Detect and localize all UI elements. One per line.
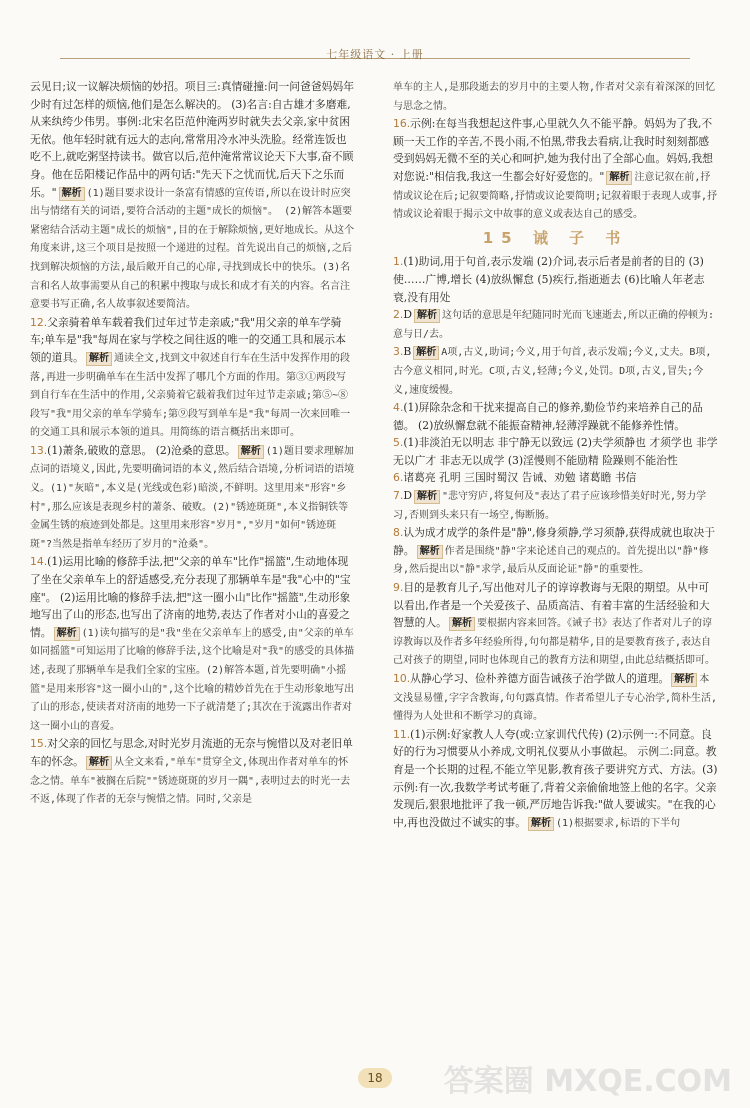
answer-item [393, 670, 718, 726]
analysis-tag: 解析 [417, 545, 443, 559]
section-title: 15 诫 子 书 [482, 228, 629, 247]
question-number: 6. [393, 471, 404, 485]
answer-text: 认为成才成学的条件是"静",修身须静,学习须静,获得成就也取决于静。 [393, 526, 716, 557]
answer-item [393, 115, 718, 224]
answer-text: (1)运用比喻的修辞手法,把"父亲的单车"比作"摇篮",生动地体现了坐在父亲单车上的舒适感受,充分表现了那辆单车是"我"心中的"宝座"。 (2)运用比喻的修辞手法,把"这一圈小山"比作"摇篮",生动形象地写出了山的形态,也写出了济南的地势,表达了作者对小山的喜爱之情。 [30, 555, 351, 639]
answer-item [393, 434, 718, 469]
answer-item [393, 78, 718, 115]
answer-item [393, 306, 718, 343]
page-number: 18 [358, 1068, 392, 1088]
analysis-tag: 解析 [413, 346, 439, 360]
answer-item [30, 553, 355, 735]
answer-text: D [403, 308, 412, 322]
answer-item [393, 579, 718, 670]
analysis-tag: 解析 [414, 309, 440, 323]
answer-text: (1)萧条,破败的意思。 (2)沧桑的意思。 [47, 443, 236, 457]
question-number: 15. [30, 737, 48, 751]
analysis-text: 单车的主人,是那段逝去的岁月中的主要人物,作者对父亲有着深深的回忆与思念之情。 [393, 82, 716, 112]
analysis-text: 本文浅显易懂,字字含教诲,句句露真情。作者希望儿子专心治学,简朴生活,懂得为人处世和不断学习的真谛。 [393, 674, 718, 723]
analysis-text: 通读全文,找到文中叙述自行车在生活中发挥作用的段落,再进一步明确单车在生活中发挥了哪几个方面的作用。第③①两段写到自行车在生活中的作用,父亲骑着它载着我们过年过节走亲戚;第⑤~⑧段写"我"用父亲的单车学骑车;第⑨段写到单车是"我"每周一次来回唯一的交通工具和展示本领的道具。用简练的语言概括出来即可。 [30, 352, 351, 439]
answer-item [393, 726, 718, 833]
answer-item [393, 487, 718, 524]
question-number: 16. [393, 117, 411, 131]
analysis-tag: 解析 [54, 627, 80, 641]
analysis-text: 注意记叙在前,抒情或议论在后;记叙要简略,抒情或议论要简明;记叙着眼于表现人或事,抒情或议论着眼于揭示文中故事的意义或表达自己的感受。 [393, 171, 718, 221]
answer-text: 目的是教育儿子,写出他对儿子的谆谆教诲与无限的期望。从中可以看出,作者是一个关爱孩子、品质高洁、有着丰富的生活经验和大智慧的人。 [393, 581, 710, 630]
question-number: 3. [393, 345, 404, 359]
answer-text: (1)示例:好家教人人夸(或:立家训代代传) (2)示例一:不同意。良好的行为习惯要从小养成,文明礼仪要从小事做起。 示例二:同意。教育是一个长期的过程,不能立竿见影,教育孩子要讲究方式、方法。(3)示例:有一次,我数学考试考砸了,背着父亲偷偷地签上他的名字。父亲发现后,狠狠地批评了我一顿,严厉地告诉我:"做人要诚实。"在我的心中,再也没做过不诚实的事。 [393, 727, 718, 829]
analysis-tag: 解析 [86, 756, 112, 770]
answer-text: 云见日;议一议解决烦恼的妙招。项目三:真情碰撞:问一问爸爸妈妈年少时有过怎样的烦恼,他们是怎么解决的。 (3)名言:自古雄才多磨难,从来纨绔少伟男。事例:北宋名臣范仲淹两岁时就失去父亲,家中贫困无依。他年轻时就有远大的志向,常常用冷水冲头洗脸。经常连饭也吃不上,就吃粥坚持读书。做官以后,范仲淹常常议论天下大事,奋不顾身。他在岳阳楼记作品中的两句话:"先天下之忧而忧,后天下之乐而乐。" [30, 80, 355, 199]
answer-text: (1)非淡泊无以明志 非宁静无以致远 (2)夫学须静也 才须学也 非学无以广才 非志无以成学 (3)淫慢则不能励精 险躁则不能治性 [393, 436, 718, 467]
answer-item [30, 78, 355, 314]
answer-text: D [403, 489, 412, 503]
answer-text: 父亲骑着单车载着我们过年过节走亲戚;"我"用父亲的单车学骑车;单车是"我"每周在家与学校之间往返的唯一的交通工具和展示本领的道具。 [30, 315, 346, 364]
analysis-tag: 解析 [528, 817, 554, 831]
answer-item [393, 399, 718, 434]
answer-item [30, 314, 355, 442]
question-number: 8. [393, 526, 404, 540]
question-number: 11. [393, 727, 411, 741]
question-number: 1. [393, 255, 404, 269]
answer-text: (1)助词,用于句首,表示发端 (2)介词,表示后者是前者的目的 (3)使……广博,增长 (4)放纵懈怠 (5)疾行,指逝逝去 (6)比喻人年老志衰,没有用处 [393, 255, 705, 304]
analysis-tag: 解析 [449, 617, 475, 631]
answer-text: 对父亲的回忆与思念,对时光岁月流逝的无奈与惋惜以及对老旧单车的怀念。 [30, 737, 353, 768]
question-number: 7. [393, 489, 404, 503]
answer-item [30, 442, 355, 554]
question-number: 2. [393, 308, 404, 322]
question-number: 5. [393, 436, 404, 450]
answer-item [393, 343, 718, 399]
analysis-text: (1)根据要求,标语的下半句 [556, 817, 681, 829]
analysis-text: 要根据内容来回答。《诫子书》表达了作者对儿子的谆谆教诲以及作者多年经验所得,句句都是精华,目的是要教育孩子,表达自己对孩子的期望,同时也体现自己的教育方法和期望,由此总结概括即可。 [393, 618, 716, 667]
analysis-text: "悲守穷庐,将复何及"表达了君子应该珍惜美好时光,努力学习,否则到头来只有一场空,悔断肠。 [393, 491, 707, 521]
left-column [30, 78, 355, 809]
answer-item [393, 253, 718, 306]
analysis-tag: 解析 [606, 171, 632, 185]
analysis-text: 这句话的意思是年纪随同时光而飞速逝去,所以正确的停顿为:意与日/去。 [393, 310, 715, 340]
page-header-title: 七年级语文 · 上册 [326, 48, 424, 61]
answer-text: (1)屏除杂念和干扰来提高自己的修养,勤俭节约来培养自己的品德。 (2)放纵懈怠就不能振奋精神,轻薄浮躁就不能修养性情。 [393, 401, 703, 432]
analysis-text: (1)读句描写的是"我"坐在父亲单车上的感受,由"父亲的单车如同摇篮"可知运用了比喻的修辞手法,这个比喻是对"我"的感受的具体描述,表现了那辆单车是我们全家的宝座。(2)解答本题,首先要明确"小摇篮"是用来形容"这一圈小山的",这个比喻的精妙首先在于生动形象地写出了山的形态,使读者对济南的地势一下子就清楚了;其次在于流露出作者对这一圈小山的喜爱。 [30, 627, 355, 732]
question-number: 4. [393, 401, 404, 415]
answer-item [393, 469, 718, 487]
analysis-text: A项,古义,助词;今义,用于句首,表示发端;今义,丈夫。B项,古今意义相同,时光。C项,古义,轻薄;今义,处罚。D项,古义,冒失;今义,速度缓慢。 [393, 347, 712, 396]
analysis-tag: 解析 [414, 490, 440, 504]
watermark-logo: 答案圈 MXQE.COM [443, 1064, 732, 1099]
analysis-text: 作者是围绕"静"字来论述自己的观点的。首先提出以"静"修身,然后提出以"静"求学,最后从反面论证"静"的重要性。 [393, 545, 709, 576]
answer-item [393, 524, 718, 579]
question-number: 9. [393, 581, 404, 595]
question-number: 12. [30, 315, 48, 329]
analysis-text: 从全文来看,"单车"贯穿全文,体现出作者对单车的怀念之情。单车"被搁在后院""锈迹斑斑的岁月一隅",表明过去的时光一去不返,体现了作者的无奈与惋惜之情。同时,父亲是 [30, 756, 351, 806]
analysis-tag: 解析 [671, 673, 697, 687]
analysis-tag: 解析 [59, 187, 85, 201]
analysis-tag: 解析 [238, 445, 264, 459]
question-number: 10. [393, 672, 411, 685]
answer-item [30, 735, 355, 808]
right-column [393, 78, 718, 832]
analysis-text: (1)题目要求设计一条富有情感的宣传语,所以在设计时应突出与情绪有关的词语,要符合活动的主题"成长的烦恼"。 (2)解答本题要紧密结合活动主题"成长的烦恼",目的在于解除烦恼,更好地成长。从这个角度来讲,这三个项目是按照一个递进的过程。首先说出自己的烦恼,之后找到解决烦恼的方法,最后敞开自己的心扉,寻找到成长中的快乐。(3)名言和名人故事需要从自己的积累中搜取与成长和成才有关的内容。名言注意要书写正确,名人故事叙述要简洁。 [30, 187, 355, 311]
answer-text: B [403, 345, 412, 359]
question-number: 13. [30, 443, 48, 457]
analysis-tag: 解析 [86, 352, 112, 366]
answer-text: 诸葛亮 孔明 三国时蜀汉 告诫、劝勉 诸葛瞻 书信 [403, 471, 637, 485]
analysis-text: (1)题目要求理解加点词的语境义,因此,先要明确词语的本义,然后结合语境,分析词语的语境义。(1)"灰暗",本义是(光线或色彩)暗淡,不鲜明。这里用来"形容"乡村",那么应该是表现乡村的萧条、破败。(2)"锈迹斑斑",本义指铜铁等金属生锈的痕迹到处都是。这里用来形容"岁月","岁月"如何"锈迹斑斑"?当然是指单车经历了岁月的"沧桑"。 [30, 445, 355, 550]
answer-text: 示例:在每当我想起这件事,心里就久久不能平静。妈妈为了我,不顾一天工作的辛苦,不畏小雨,不怕黑,带我去看病,让我时时刻刻都感受到妈妈无微不至的关心和呵护,她为我付出了全部心血。妈妈,我想对您说:"相信我,我这一生都会好好爱您的。" [393, 117, 713, 183]
question-number: 14. [30, 555, 48, 569]
answer-text: 从静心学习、俭朴养德方面告诫孩子治学做人的道理。 [410, 672, 670, 685]
